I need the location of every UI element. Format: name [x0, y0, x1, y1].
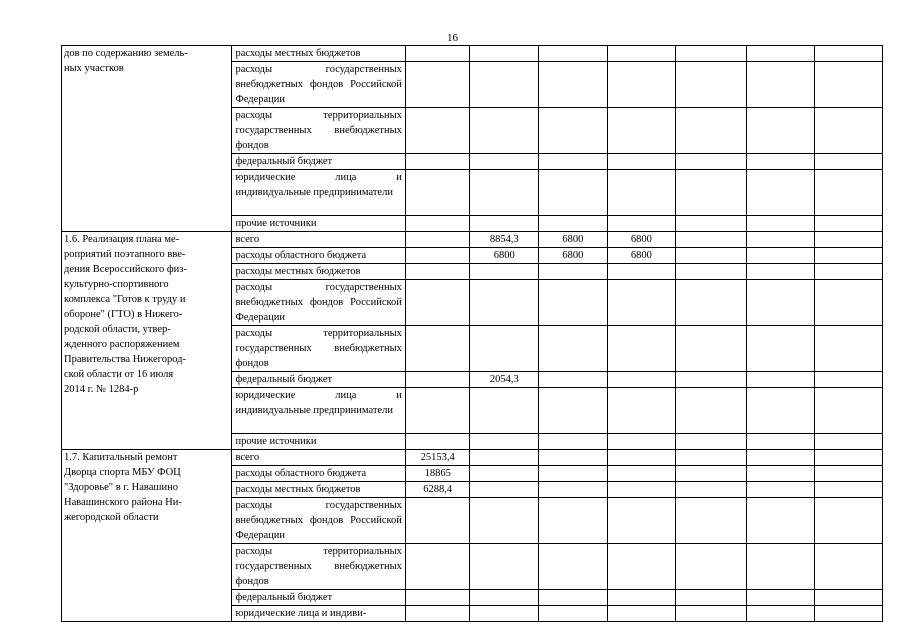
value-cell — [746, 264, 815, 280]
value-cell — [539, 434, 608, 450]
value-cell — [607, 46, 676, 62]
value-cell — [815, 434, 883, 450]
funding-source-cell: расходы территориальных государственных внебюджетных фондов — [232, 326, 405, 372]
value-cell — [746, 482, 815, 498]
value-cell — [607, 498, 676, 544]
value-cell — [676, 434, 747, 450]
value-cell: 6800 — [607, 248, 676, 264]
value-cell — [815, 544, 883, 590]
value-cell — [539, 498, 608, 544]
value-cell — [815, 326, 883, 372]
value-cell — [676, 248, 747, 264]
value-cell — [607, 388, 676, 434]
funding-source-cell: прочие источники — [232, 216, 405, 232]
value-cell — [405, 434, 470, 450]
value-cell — [607, 544, 676, 590]
funding-source-cell: юридические лица и индиви- — [232, 606, 405, 622]
value-cell — [815, 388, 883, 434]
value-cell — [676, 498, 747, 544]
funding-table — [61, 45, 883, 622]
value-cell — [815, 264, 883, 280]
value-cell — [676, 482, 747, 498]
value-cell — [470, 606, 539, 622]
program-name: 1.7. Капитальный ремонт Дворца спорта МБУ ФОЦ "Здоровье" в г. Навашино Навашинского района Ни- жегородской области — [64, 452, 182, 523]
value-cell — [470, 326, 539, 372]
value-cell — [405, 232, 470, 248]
value-cell — [676, 264, 747, 280]
table-row — [62, 450, 883, 466]
value-cell — [815, 606, 883, 622]
value-cell — [815, 154, 883, 170]
value-cell — [539, 46, 608, 62]
value-cell — [539, 606, 608, 622]
program-cell — [62, 450, 232, 622]
value-cell — [815, 498, 883, 544]
value-cell — [746, 450, 815, 466]
page-number: 16 — [447, 32, 458, 44]
value-cell — [405, 248, 470, 264]
value-cell: 6800 — [470, 248, 539, 264]
value-cell — [470, 62, 539, 108]
value-cell — [405, 264, 470, 280]
value-cell — [746, 326, 815, 372]
value-cell — [539, 108, 608, 154]
value-cell — [405, 108, 470, 154]
value-cell — [815, 450, 883, 466]
value-cell — [539, 372, 608, 388]
value-cell — [607, 264, 676, 280]
value-cell — [746, 46, 815, 62]
value-cell — [746, 62, 815, 108]
funding-source-cell: юридические лица и индивидуальные предприниматели — [232, 170, 405, 216]
value-cell — [405, 216, 470, 232]
value-cell — [676, 170, 747, 216]
value-cell: 6800 — [607, 232, 676, 248]
value-cell — [607, 606, 676, 622]
funding-source-cell: федеральный бюджет — [232, 372, 405, 388]
value-cell — [676, 154, 747, 170]
value-cell — [539, 482, 608, 498]
value-cell — [746, 544, 815, 590]
value-cell — [746, 280, 815, 326]
value-cell — [405, 498, 470, 544]
funding-source-cell: прочие источники — [232, 434, 405, 450]
value-cell — [539, 216, 608, 232]
value-cell — [470, 466, 539, 482]
value-cell — [676, 280, 747, 326]
value-cell — [405, 544, 470, 590]
value-cell — [815, 62, 883, 108]
value-cell: 8854,3 — [470, 232, 539, 248]
value-cell — [539, 154, 608, 170]
value-cell — [815, 280, 883, 326]
table-row — [62, 46, 883, 62]
value-cell — [676, 108, 747, 154]
program-name: дов по содержанию земель- ных участков — [64, 48, 188, 74]
value-cell — [607, 326, 676, 372]
program-name: 1.6. Реализация плана ме- роприятий поэтапного вве- дения Всероссийского физ- культурно-спортивного комплекса "Готов к труду и обороне" (ГТО) в Нижего- родской области, утвер- жденного распоряжением Правительства Нижегород- ской области от 16 июля 2014 г. № 1284-р — [64, 234, 187, 395]
value-cell — [470, 264, 539, 280]
value-cell — [405, 154, 470, 170]
value-cell — [607, 372, 676, 388]
value-cell — [539, 170, 608, 216]
value-cell — [405, 170, 470, 216]
value-cell — [539, 544, 608, 590]
value-cell — [676, 590, 747, 606]
value-cell — [539, 326, 608, 372]
value-cell — [746, 590, 815, 606]
value-cell — [815, 466, 883, 482]
value-cell — [405, 46, 470, 62]
value-cell — [470, 434, 539, 450]
value-cell — [607, 216, 676, 232]
value-cell — [470, 544, 539, 590]
value-cell — [607, 280, 676, 326]
funding-source-cell: расходы местных бюджетов — [232, 46, 405, 62]
value-cell — [607, 450, 676, 466]
value-cell — [676, 372, 747, 388]
value-cell — [539, 450, 608, 466]
value-cell: 6288,4 — [405, 482, 470, 498]
value-cell — [405, 388, 470, 434]
funding-source-cell: расходы областного бюджета — [232, 248, 405, 264]
value-cell: 6800 — [539, 248, 608, 264]
value-cell — [815, 590, 883, 606]
value-cell: 18865 — [405, 466, 470, 482]
value-cell — [405, 326, 470, 372]
funding-source-cell: всего — [232, 232, 405, 248]
funding-source-cell: всего — [232, 450, 405, 466]
value-cell — [607, 590, 676, 606]
value-cell — [746, 372, 815, 388]
value-cell — [676, 450, 747, 466]
funding-source-cell: расходы местных бюджетов — [232, 264, 405, 280]
value-cell — [676, 46, 747, 62]
value-cell — [607, 154, 676, 170]
value-cell — [676, 216, 747, 232]
value-cell — [470, 388, 539, 434]
value-cell — [746, 248, 815, 264]
value-cell — [815, 216, 883, 232]
value-cell — [539, 280, 608, 326]
value-cell — [746, 606, 815, 622]
value-cell — [470, 280, 539, 326]
value-cell — [607, 170, 676, 216]
value-cell: 6800 — [539, 232, 608, 248]
value-cell — [746, 108, 815, 154]
value-cell — [815, 232, 883, 248]
value-cell — [539, 388, 608, 434]
value-cell — [815, 372, 883, 388]
value-cell — [676, 388, 747, 434]
value-cell — [746, 434, 815, 450]
value-cell — [676, 466, 747, 482]
value-cell — [607, 108, 676, 154]
funding-source-cell: юридические лица и индивидуальные предприниматели — [232, 388, 405, 434]
program-cell — [62, 232, 232, 450]
value-cell — [470, 498, 539, 544]
value-cell — [470, 216, 539, 232]
funding-source-cell: расходы государственных внебюджетных фондов Российской Федерации — [232, 280, 405, 326]
value-cell — [815, 46, 883, 62]
value-cell — [676, 606, 747, 622]
value-cell — [815, 170, 883, 216]
value-cell — [676, 326, 747, 372]
value-cell — [815, 248, 883, 264]
value-cell — [746, 154, 815, 170]
value-cell — [607, 466, 676, 482]
value-cell — [539, 466, 608, 482]
value-cell — [607, 434, 676, 450]
value-cell — [746, 498, 815, 544]
value-cell — [470, 154, 539, 170]
value-cell — [470, 170, 539, 216]
value-cell — [815, 108, 883, 154]
funding-source-cell: расходы государственных внебюджетных фондов Российской Федерации — [232, 62, 405, 108]
value-cell — [470, 450, 539, 466]
value-cell — [405, 606, 470, 622]
value-cell — [539, 62, 608, 108]
value-cell — [676, 62, 747, 108]
value-cell — [405, 280, 470, 326]
value-cell — [470, 46, 539, 62]
program-cell — [62, 46, 232, 232]
value-cell — [539, 264, 608, 280]
value-cell — [470, 590, 539, 606]
value-cell — [676, 544, 747, 590]
funding-source-cell: расходы областного бюджета — [232, 466, 405, 482]
funding-table-body — [62, 46, 883, 622]
funding-source-cell: расходы местных бюджетов — [232, 482, 405, 498]
value-cell — [676, 232, 747, 248]
funding-source-cell: расходы государственных внебюджетных фондов Российской Федерации — [232, 498, 405, 544]
funding-source-cell: расходы территориальных государственных внебюджетных фондов — [232, 108, 405, 154]
value-cell — [405, 590, 470, 606]
value-cell — [746, 388, 815, 434]
value-cell — [746, 170, 815, 216]
value-cell — [815, 482, 883, 498]
value-cell: 2054,3 — [470, 372, 539, 388]
value-cell — [539, 590, 608, 606]
table-row — [62, 232, 883, 248]
value-cell — [470, 108, 539, 154]
funding-source-cell: федеральный бюджет — [232, 590, 405, 606]
value-cell — [607, 62, 676, 108]
value-cell — [746, 466, 815, 482]
value-cell: 25153,4 — [405, 450, 470, 466]
value-cell — [405, 62, 470, 108]
value-cell — [405, 372, 470, 388]
funding-source-cell: федеральный бюджет — [232, 154, 405, 170]
value-cell — [746, 216, 815, 232]
funding-source-cell: расходы территориальных государственных внебюджетных фондов — [232, 544, 405, 590]
value-cell — [607, 482, 676, 498]
value-cell — [470, 482, 539, 498]
value-cell — [746, 232, 815, 248]
